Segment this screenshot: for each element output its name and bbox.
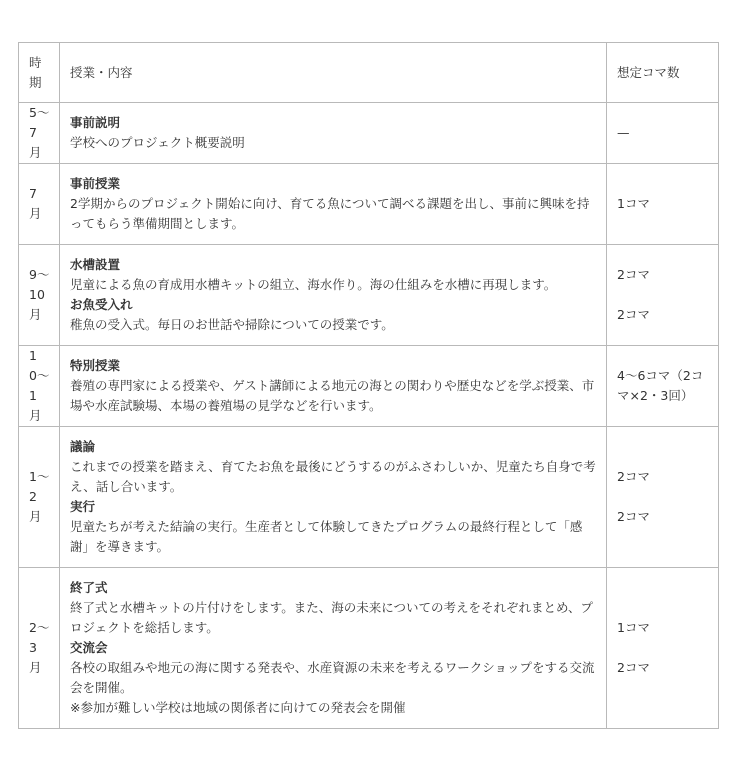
block-desc: 稚魚の受入式。毎日のお世話や掃除についての授業です。 xyxy=(70,317,394,332)
count-cell xyxy=(607,568,719,729)
table-header-row xyxy=(19,43,719,103)
header-period: 時期 xyxy=(19,43,60,103)
content-cell xyxy=(60,568,607,729)
block-desc: 学校へのプロジェクト概要説明 xyxy=(70,135,245,150)
block-title: 交流会 xyxy=(70,640,108,655)
count-value: 1コマ xyxy=(617,620,650,635)
block-title: お魚受入れ xyxy=(70,297,133,312)
count-value: 1コマ xyxy=(617,196,650,211)
count-value: 2コマ xyxy=(617,660,650,675)
count-value: 2コマ xyxy=(617,469,650,484)
content-cell xyxy=(60,427,607,568)
count-cell xyxy=(607,103,719,164)
block-title: 実行 xyxy=(70,499,96,514)
period-cell: 10〜1月 xyxy=(19,346,60,427)
count-value: 2コマ xyxy=(617,307,650,322)
table-row xyxy=(19,568,719,729)
count-value: 2コマ xyxy=(617,267,650,282)
count-cell xyxy=(607,245,719,346)
block-desc: 終了式と水槽キットの片付けをします。また、海の未来についての考えをそれぞれまとめ、プロジェクトを総括します。 xyxy=(70,600,594,635)
block-desc: 児童による魚の育成用水槽キットの組立、海水作り。海の仕組みを水槽に再現します。 xyxy=(70,277,557,292)
block-desc: これまでの授業を踏まえ、育てたお魚を最後にどうするのがふさわしいか、児童たち自身で考え、話し合います。 xyxy=(70,459,596,494)
block-desc: 養殖の専門家による授業や、ゲスト講師による地元の海との関わりや歴史などを学ぶ授業、市場や水産試験場、本場の養殖場の見学などを行います。 xyxy=(70,378,595,413)
table-row xyxy=(19,427,719,568)
table-row xyxy=(19,245,719,346)
content-cell xyxy=(60,164,607,245)
count-value: — xyxy=(617,125,630,140)
block-note: ※参加が難しい学校は地域の関係者に向けての発表会を開催 xyxy=(70,700,406,715)
period-cell: 1〜2月 xyxy=(19,427,60,568)
table-row xyxy=(19,346,719,427)
content-cell xyxy=(60,346,607,427)
block-title: 終了式 xyxy=(70,580,108,595)
table-row xyxy=(19,164,719,245)
block-title: 議論 xyxy=(70,439,96,454)
block-title: 事前授業 xyxy=(70,176,121,191)
block-desc: 各校の取組みや地元の海に関する発表や、水産資源の未来を考えるワークショップをする交流会を開催。 xyxy=(70,660,595,695)
period-cell: 5〜7月 xyxy=(19,103,60,164)
count-cell xyxy=(607,346,719,427)
table-row xyxy=(19,103,719,164)
block-title: 特別授業 xyxy=(70,358,121,373)
count-value: 4〜6コマ（2コマ×2・3回） xyxy=(617,368,704,403)
count-cell xyxy=(607,164,719,245)
period-cell: 9〜10月 xyxy=(19,245,60,346)
period-cell: 7月 xyxy=(19,164,60,245)
period-cell: 2〜3月 xyxy=(19,568,60,729)
count-value: 2コマ xyxy=(617,509,650,524)
count-cell xyxy=(607,427,719,568)
block-title: 水槽設置 xyxy=(70,257,121,272)
block-desc: 児童たちが考えた結論の実行。生産者として体験してきたプログラムの最終行程として「感謝」を導きます。 xyxy=(70,519,583,554)
block-title: 事前説明 xyxy=(70,115,121,130)
schedule-table xyxy=(18,42,719,729)
content-cell xyxy=(60,245,607,346)
header-content: 授業・内容 xyxy=(60,43,607,103)
header-count: 想定コマ数 xyxy=(607,43,719,103)
block-desc: 2学期からのプロジェクト開始に向け、育てる魚について調べる課題を出し、事前に興味を持ってもらう準備期間とします。 xyxy=(70,196,590,231)
content-cell xyxy=(60,103,607,164)
